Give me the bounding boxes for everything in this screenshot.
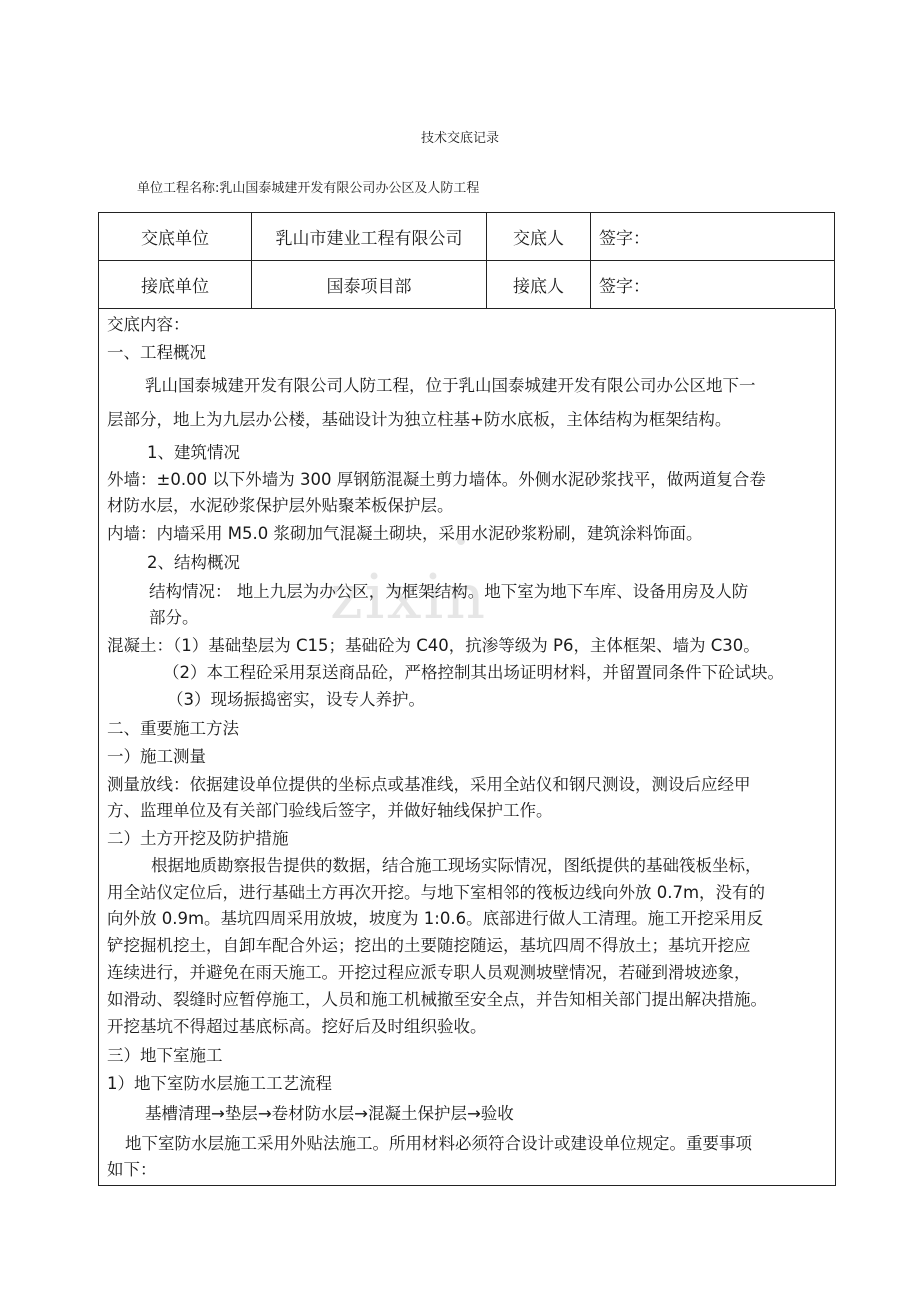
watermark: zixin (330, 560, 488, 633)
document-title: 技术交底记录 (420, 131, 499, 146)
content-line: 二、重要施工方法 (107, 719, 239, 738)
content-line: 用全站仪定位后，进行基础土方再次开挖。与地下室相邻的筏板边线向外放 0.7m，没有的 (107, 883, 766, 902)
content-box (98, 309, 836, 1186)
cell-person-label: 接底人 (487, 261, 591, 309)
content-line: 根据地质勘察报告提供的数据，结合施工现场实际情况，图纸提供的基础筏板坐标， (151, 856, 762, 875)
cell-person-label: 交底人 (487, 213, 591, 261)
content-line: 方、监理单位及有关部门验线后签字，并做好轴线保护工作。 (107, 801, 553, 820)
content-line: 混凝土：（1）基础垫层为 C15；基础砼为 C40，抗渗等级为 P6，主体框架、墙为 C30。 (107, 636, 760, 655)
content-line: 2、结构概况 (147, 553, 240, 572)
content-line: 内墙：内墙采用 M5.0 浆砌加气混凝土砌块，采用水泥砂浆粉刷，建筑涂料饰面。 (107, 524, 703, 543)
content-line: 三）地下室施工 (107, 1046, 223, 1065)
content-line: 层部分，地上为九层办公楼，基础设计为独立柱基+防水底板，主体结构为框架结构。 (107, 410, 732, 429)
cell-sign: 签字： (591, 213, 835, 261)
content-line: 1）地下室防水层施工工艺流程 (107, 1074, 332, 1093)
content-line: 基槽清理→垫层→卷材防水层→混凝土保护层→验收 (145, 1104, 514, 1123)
content-line: 结构情况： 地上九层为办公区，为框架结构。地下室为地下车库、设备用房及人防 (149, 582, 749, 601)
content-line: 一）施工测量 (107, 747, 206, 766)
content-line: （2）本工程砼采用泵送商品砼，严格控制其出场证明材料，并留置同条件下砼试块。 (163, 663, 784, 682)
content-line: 材防水层，水泥砂浆保护层外贴聚苯板保护层。 (107, 496, 454, 515)
content-line: 连续进行，并避免在雨天施工。开挖过程应派专职人员观测坡壁情况，若碰到滑坡迹象， (107, 963, 751, 982)
cell-label: 交底单位 (99, 213, 252, 261)
cell-sign: 签字： (591, 261, 835, 309)
cell-label: 接底单位 (99, 261, 252, 309)
header-table (98, 212, 835, 309)
content-line: 部分。 (149, 608, 199, 627)
content-line: 测量放线：依据建设单位提供的坐标点或基准线，采用全站仪和钢尺测设，测设后应经甲 (107, 775, 751, 794)
cell-value: 国泰项目部 (252, 261, 487, 309)
content-line: 如下： (107, 1160, 157, 1179)
content-line: 外墙：±0.00 以下外墙为 300 厚钢筋混凝土剪力墙体。外侧水泥砂浆找平，做两道复合卷 (107, 470, 766, 489)
content-line: 如滑动、裂缝时应暂停施工，人员和施工机械撤至安全点，并告知相关部门提出解决措施。 (107, 990, 767, 1009)
content-line: 1、建筑情况 (147, 443, 240, 462)
content-line: 地下室防水层施工采用外贴法施工。所用材料必须符合设计或建设单位规定。重要事项 (125, 1134, 752, 1153)
content-line: 铲挖掘机挖土，自卸车配合外运；挖出的土要随挖随运，基坑四周不得放土；基坑开挖应 (107, 936, 751, 955)
content-line: （3）现场振捣密实，设专人养护。 (167, 690, 425, 709)
table-row (99, 213, 835, 261)
content-line: 二）土方开挖及防护措施 (107, 829, 289, 848)
content-line: 向外放 0.9m。基坑四周采用放坡，坡度为 1:0.6。底部进行做人工清理。施工开挖采用反 (107, 909, 764, 928)
table-row (99, 261, 835, 309)
project-name-line: 单位工程名称:乳山国泰城建开发有限公司办公区及人防工程 (137, 181, 480, 196)
content-line: 开挖基坑不得超过基底标高。挖好后及时组织验收。 (107, 1017, 487, 1036)
content-line: 乳山国泰城建开发有限公司人防工程，位于乳山国泰城建开发有限公司办公区地下一 (145, 376, 756, 395)
content-line: 交底内容： (107, 315, 190, 334)
content-line: 一、工程概况 (107, 343, 206, 362)
cell-value: 乳山市建业工程有限公司 (252, 213, 487, 261)
